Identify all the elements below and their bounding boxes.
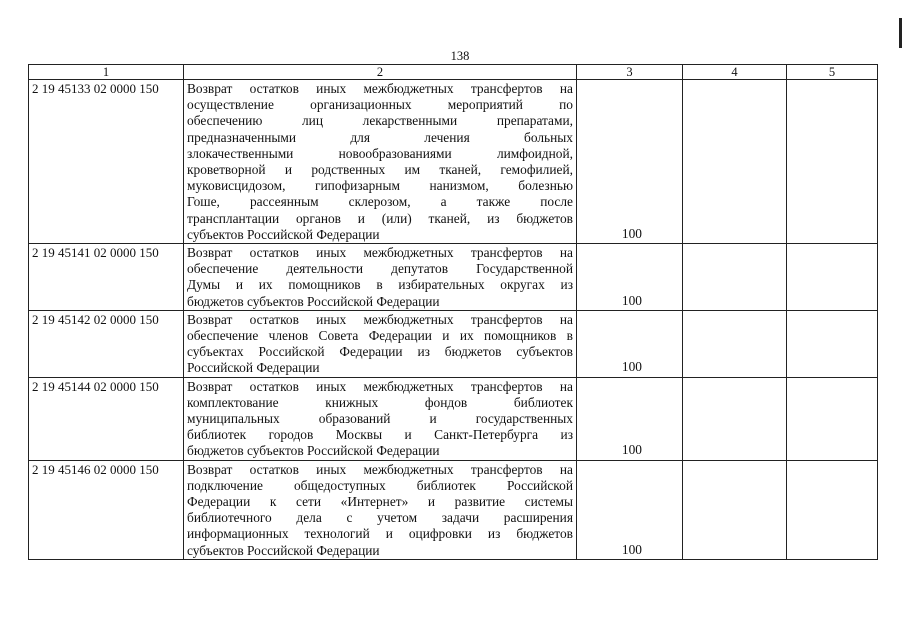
description-line: субъектах Российской Федерации из бюджетов субъектов — [187, 344, 573, 360]
empty-cell-col4 — [683, 80, 787, 244]
description-line: предназначенными для лечения больных — [187, 129, 573, 145]
description-line: обеспечение деятельности депутатов Государственной — [187, 261, 573, 277]
empty-cell-col5 — [787, 80, 878, 244]
budget-description — [184, 377, 577, 460]
description-line: злокачественными новообразованиями лимфоидной, — [187, 145, 573, 161]
description-line: информационных технологий и оцифровки из бюджетов — [187, 526, 573, 542]
description-line: библиотечного дела с учетом задачи расширения — [187, 510, 573, 526]
table-row — [29, 244, 878, 311]
table-row — [29, 377, 878, 460]
empty-cell-col5 — [787, 460, 878, 559]
table-row — [29, 460, 878, 559]
empty-cell-col4 — [683, 310, 787, 377]
empty-cell-col4 — [683, 244, 787, 311]
description-line: субъектов Российской Федерации — [187, 542, 380, 558]
budget-code: 2 19 45146 02 0000 150 — [29, 460, 184, 559]
budget-description — [184, 244, 577, 311]
description-line: комплектование книжных фондов библиотек — [187, 394, 573, 410]
table-row — [29, 310, 878, 377]
budget-description — [184, 310, 577, 377]
budget-code: 2 19 45133 02 0000 150 — [29, 80, 184, 244]
description-line: библиотек городов Москвы и Санкт-Петербурга из — [187, 427, 573, 443]
amount-value: 100 — [577, 460, 683, 559]
column-header-1: 1 — [29, 65, 184, 80]
description-line: Гоше, рассеянным склерозом, а также после — [187, 194, 573, 210]
description-line: Думы и их помощников в избирательных округах из — [187, 277, 573, 293]
amount-value: 100 — [577, 244, 683, 311]
description-line: бюджетов субъектов Российской Федерации — [187, 293, 440, 309]
column-header-4: 4 — [683, 65, 787, 80]
description-line: обеспечению лиц лекарственными препаратами, — [187, 113, 573, 129]
column-header-5: 5 — [787, 65, 878, 80]
page-number: 138 — [450, 49, 470, 63]
amount-value: 100 — [577, 310, 683, 377]
description-line: кроветворной и родственных им тканей, гемофилией, — [187, 162, 573, 178]
table-row — [29, 80, 878, 244]
budget-code: 2 19 45141 02 0000 150 — [29, 244, 184, 311]
description-line: осуществление организационных мероприятий по — [187, 97, 573, 113]
empty-cell-col4 — [683, 377, 787, 460]
description-line: Российской Федерации — [187, 360, 320, 376]
description-line: подключение общедоступных библиотек Российской — [187, 477, 573, 493]
budget-description — [184, 80, 577, 244]
description-line: муниципальных образований и государственных — [187, 411, 573, 427]
budget-code: 2 19 45144 02 0000 150 — [29, 377, 184, 460]
amount-value: 100 — [577, 377, 683, 460]
amount-value: 100 — [577, 80, 683, 244]
description-line: муковисцидозом, гипофизарным нанизмом, болезнью — [187, 178, 573, 194]
description-line: субъектов Российской Федерации — [187, 226, 380, 242]
budget-codes-table — [28, 64, 878, 560]
header-row — [29, 65, 878, 80]
empty-cell-col5 — [787, 244, 878, 311]
description-line: Возврат остатков иных межбюджетных трансфертов на — [187, 311, 573, 327]
description-line: Федерации к сети «Интернет» и развитие системы — [187, 494, 573, 510]
budget-code: 2 19 45142 02 0000 150 — [29, 310, 184, 377]
page-edge-mark — [899, 18, 902, 48]
description-line: обеспечение членов Совета Федерации и их помощников в — [187, 328, 573, 344]
description-line: Возврат остатков иных межбюджетных трансфертов на — [187, 378, 573, 394]
description-line: бюджетов субъектов Российской Федерации — [187, 443, 440, 459]
budget-description — [184, 460, 577, 559]
column-header-2: 2 — [184, 65, 577, 80]
empty-cell-col5 — [787, 310, 878, 377]
description-line: Возврат остатков иных межбюджетных трансфертов на — [187, 245, 573, 261]
description-line: Возврат остатков иных межбюджетных трансфертов на — [187, 81, 573, 96]
description-line: Возврат остатков иных межбюджетных трансфертов на — [187, 461, 573, 477]
description-line: трансплантации органов и (или) тканей, из бюджетов — [187, 210, 573, 226]
empty-cell-col4 — [683, 460, 787, 559]
column-header-3: 3 — [577, 65, 683, 80]
empty-cell-col5 — [787, 377, 878, 460]
